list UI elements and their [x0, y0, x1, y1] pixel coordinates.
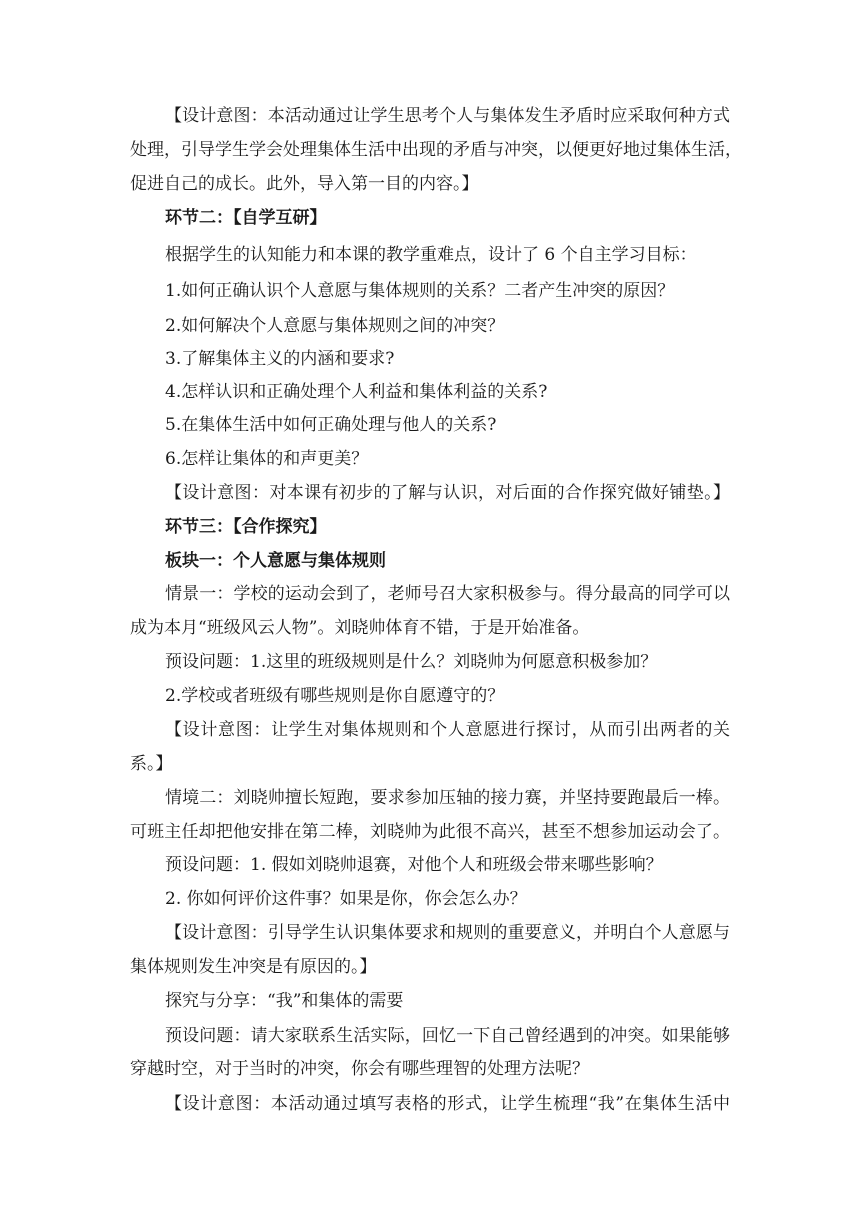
design-intent-paragraph-line: 处理，引导学生学会处理集体生活中出现的矛盾与冲突，以便更好地过集体生活， — [130, 140, 742, 160]
question-line: 2. 你如何评价这件事？如果是你，你会怎么办？ — [165, 889, 527, 909]
question-line: 预设问题：请大家联系生活实际，回忆一下自己曾经遇到的冲突。如果能够 — [165, 1026, 730, 1046]
list-item: 4.怎样认识和正确处理个人利益和集体利益的关系? — [165, 382, 548, 402]
section-heading: 环节二：【自学互研】 — [165, 208, 327, 228]
design-intent-paragraph-line: 【设计意图：本活动通过填写表格的形式，让学生梳理“我”在集体生活中 — [165, 1094, 730, 1114]
design-intent-paragraph-line: 促进自己的成长。此外，导入第一目的内容。】 — [130, 174, 479, 194]
section-heading: 环节三：【合作探究】 — [165, 517, 327, 537]
design-intent-paragraph-line: 系。】 — [130, 754, 173, 774]
paragraph-line: 可班主任却把他安排在第二棒，刘晓帅为此很不高兴，甚至不想参加运动会了。 — [130, 822, 730, 842]
list-item: 5.在集体生活中如何正确处理与他人的关系? — [165, 415, 497, 435]
question-line: 预设问题：1. 假如刘晓帅退赛，对他个人和班级会带来哪些影响？ — [165, 855, 663, 875]
subsection-heading: 板块一：个人意愿与集体规则 — [165, 551, 386, 571]
design-intent-paragraph-line: 集体规则发生冲突是有原因的。】 — [130, 957, 377, 977]
design-intent-paragraph-line: 【设计意图：让学生对集体规则和个人意愿进行探讨，从而引出两者的关 — [165, 720, 730, 740]
list-item: 2.如何解决个人意愿与集体规则之间的冲突？ — [165, 316, 505, 336]
list-item: 6.怎样让集体的和声更美？ — [165, 449, 369, 469]
design-intent-paragraph-line: 【设计意图：对本课有初步的了解与认识，对后面的合作探究做好铺垫。】 — [165, 483, 730, 503]
design-intent-paragraph-line: 【设计意图：本活动通过让学生思考个人与集体发生矛盾时应采取何种方式 — [165, 106, 730, 126]
list-item: 1.如何正确认识个人意愿与集体规则的关系？二者产生冲突的原因？ — [165, 281, 675, 301]
question-line: 2.学校或者班级有哪些规则是你自愿遵守的？ — [165, 686, 505, 706]
paragraph-line: 情境二：刘晓帅擅长短跑，要求参加压轴的接力赛，并坚持要跑最后一棒。 — [165, 788, 730, 808]
paragraph-line: 根据学生的认知能力和本课的教学重难点，设计了 6 个自主学习目标： — [165, 245, 697, 265]
paragraph-line: 探究与分享：“我”和集体的需要 — [165, 991, 404, 1011]
question-line: 穿越时空，对于当时的冲突，你会有哪些理智的处理方法呢？ — [130, 1059, 589, 1079]
list-item: 3.了解集体主义的内涵和要求? — [165, 349, 395, 369]
paragraph-line: 成为本月“班级风云人物”。刘晓帅体育不错，于是开始准备。 — [130, 618, 590, 638]
design-intent-paragraph-line: 【设计意图：引导学生认识集体要求和规则的重要意义，并明白个人意愿与 — [165, 923, 730, 943]
question-line: 预设问题：1.这里的班级规则是什么？刘晓帅为何愿意积极参加？ — [165, 652, 658, 672]
paragraph-line: 情景一：学校的运动会到了，老师号召大家积极参与。得分最高的同学可以 — [165, 584, 730, 604]
